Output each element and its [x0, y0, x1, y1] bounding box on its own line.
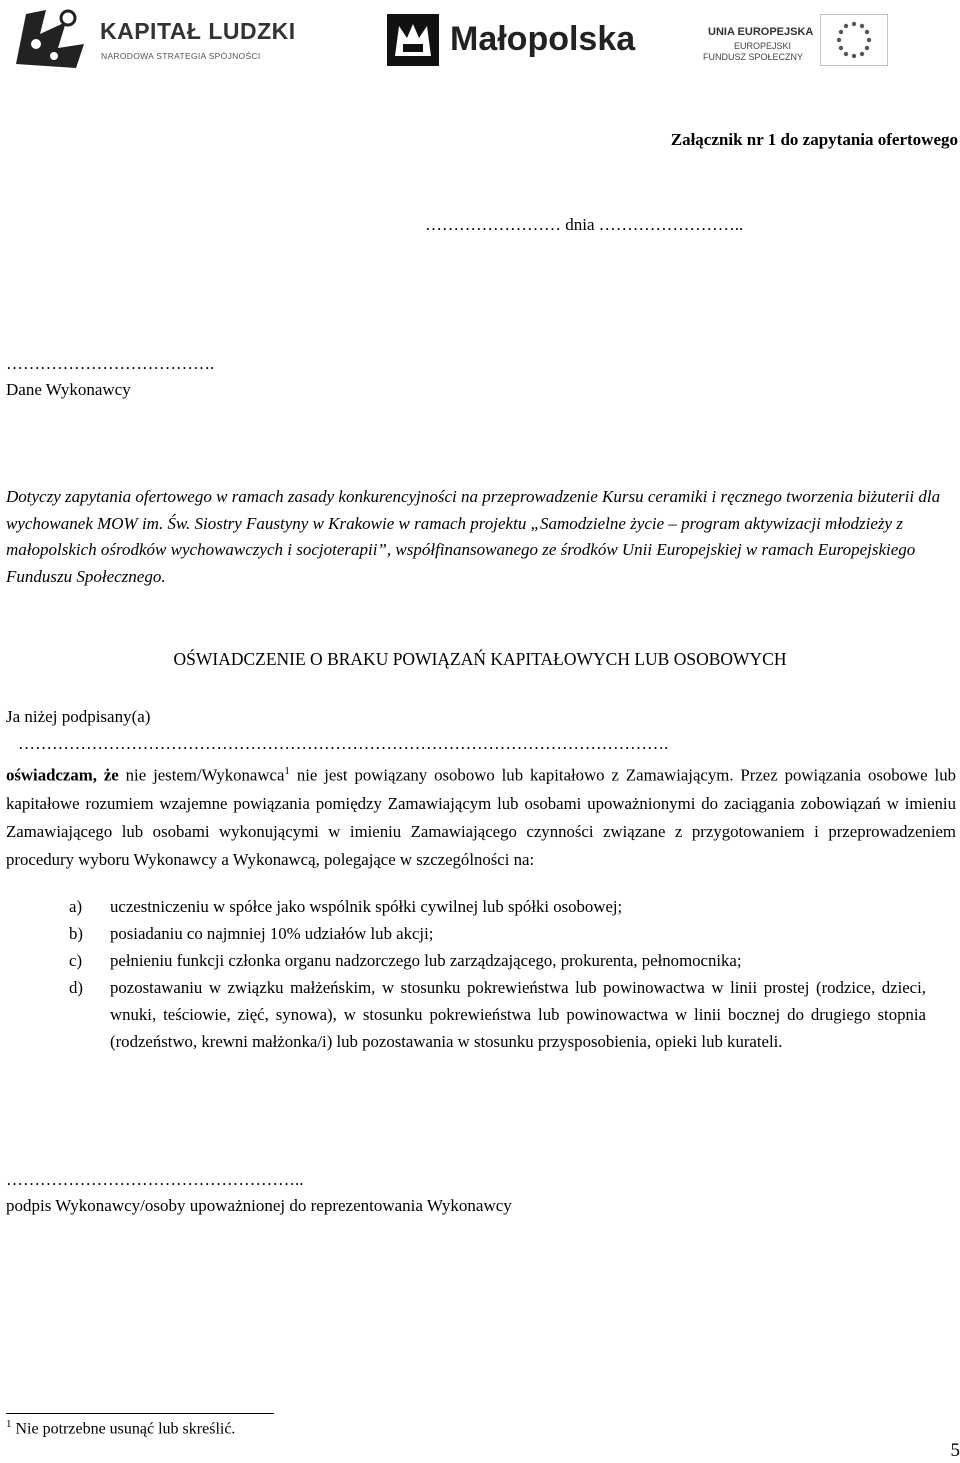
date-line: …………………… dnia …………………….. — [425, 215, 744, 234]
list-text: posiadaniu co najmniej 10% udziałów lub akcji; — [110, 924, 434, 943]
contractor-dots: ………………………………. — [6, 354, 215, 373]
declaration-paragraph — [6, 757, 956, 874]
list-letter: a) — [69, 897, 83, 916]
relations-list — [6, 893, 956, 1055]
signature-label: podpis Wykonawcy/osoby upoważnionej do reprezentowania Wykonawcy — [6, 1196, 512, 1215]
footnote-number: 1 — [6, 1418, 12, 1430]
list-item — [6, 893, 956, 920]
kapital-ludzki-subtitle: NARODOWA STRATEGIA SPÓJNOŚCI — [101, 51, 261, 61]
malopolska-title: Małopolska — [450, 20, 636, 58]
list-letter: d) — [69, 978, 83, 997]
list-letter: c) — [69, 951, 83, 970]
signature-dots: …………………………………………….. — [6, 1170, 304, 1189]
kapital-ludzki-title: KAPITAŁ LUDZKI — [100, 18, 296, 44]
list-text: uczestniczeniu w spółce jako wspólnik spółki cywilnej lub spółki osobowej; — [110, 897, 623, 916]
signed-dots: ……………………………………………………………………………………………………. — [18, 734, 669, 753]
list-text: pozostawaniu w związku małżeńskim, w stosunku pokrewieństwa lub powinowactwa w linii prostej (rodzice, dzieci, wnuki, teściowie, zięć, synowa), w stosunku pokrewieństwa lub powinowactwa w linii bocznej do drugiego stopnia (rodzeństwo, krewni małżonka/i) lub pozostawania w stosunku przysposobienia, opieki lub kurateli. — [110, 978, 926, 1051]
declare-bold: oświadczam, że — [6, 765, 119, 785]
list-text: pełnieniu funkcji członka organu nadzorczego lub zarządzającego, prokurenta, pełnomocnika; — [110, 951, 742, 970]
page-number: 5 — [950, 1440, 960, 1461]
eu-line-2: FUNDUSZ SPOŁECZNY — [703, 52, 804, 62]
eu-line-1: EUROPEJSKI — [734, 41, 792, 51]
list-item — [6, 974, 956, 1055]
declare-text-1: nie jestem/Wykonawca — [118, 765, 285, 785]
eu-flag-icon — [820, 14, 888, 66]
logo-bar — [0, 0, 960, 80]
list-item — [6, 920, 956, 947]
footnote-text: Nie potrzebne usunąć lub skreślić. — [11, 1420, 236, 1438]
declaration-heading: OŚWIADCZENIE O BRAKU POWIĄZAŃ KAPITAŁOWYCH LUB OSOBOWYCH — [173, 649, 787, 669]
footnote — [6, 1418, 235, 1438]
list-letter: b) — [69, 924, 83, 943]
footnote-divider — [6, 1413, 274, 1414]
signed-label: Ja niżej podpisany(a) — [6, 707, 151, 726]
intro-paragraph: Dotyczy zapytania ofertowego w ramach zasady konkurencyjności na przeprowadzenie Kursu ceramiki i ręcznego tworzenia biżuterii dla wychowanek MOW im. Św. Siostry Faustyny w Krakowie w ramach projektu „Samodzielne życie – program aktywizacji młodzieży z małopolskich ośrodków wychowawczych i socjoterapii”, współfinansowanego ze środków Unii Europejskiej w ramach Europejskiego Funduszu Społecznego. — [6, 487, 941, 586]
kapital-ludzki-emblem-icon — [6, 4, 96, 72]
malopolska-crest-icon — [385, 12, 441, 68]
declare-text-2: nie jest powiązany osobowo lub kapitałowo z Zamawiającym. Przez powiązania osobowe lub kapitałowe rozumiem wzajemne powiązania pomiędzy Zamawiającym lub osobami upoważnionymi do zaciągania zobowiązań w imieniu Zamawiającego lub osobami wykonującymi w imieniu Zamawiającego czynności związane z przygotowaniem i przeprowadzeniem procedury wyboru Wykonawcy a Wykonawcą, polegające w szczególności na: — [6, 765, 956, 869]
list-item — [6, 947, 956, 974]
footnote-ref: 1 — [284, 765, 290, 777]
contractor-label: Dane Wykonawcy — [6, 380, 131, 399]
attachment-title: Załącznik nr 1 do zapytania ofertowego — [670, 130, 958, 149]
eu-title: UNIA EUROPEJSKA — [708, 26, 814, 38]
